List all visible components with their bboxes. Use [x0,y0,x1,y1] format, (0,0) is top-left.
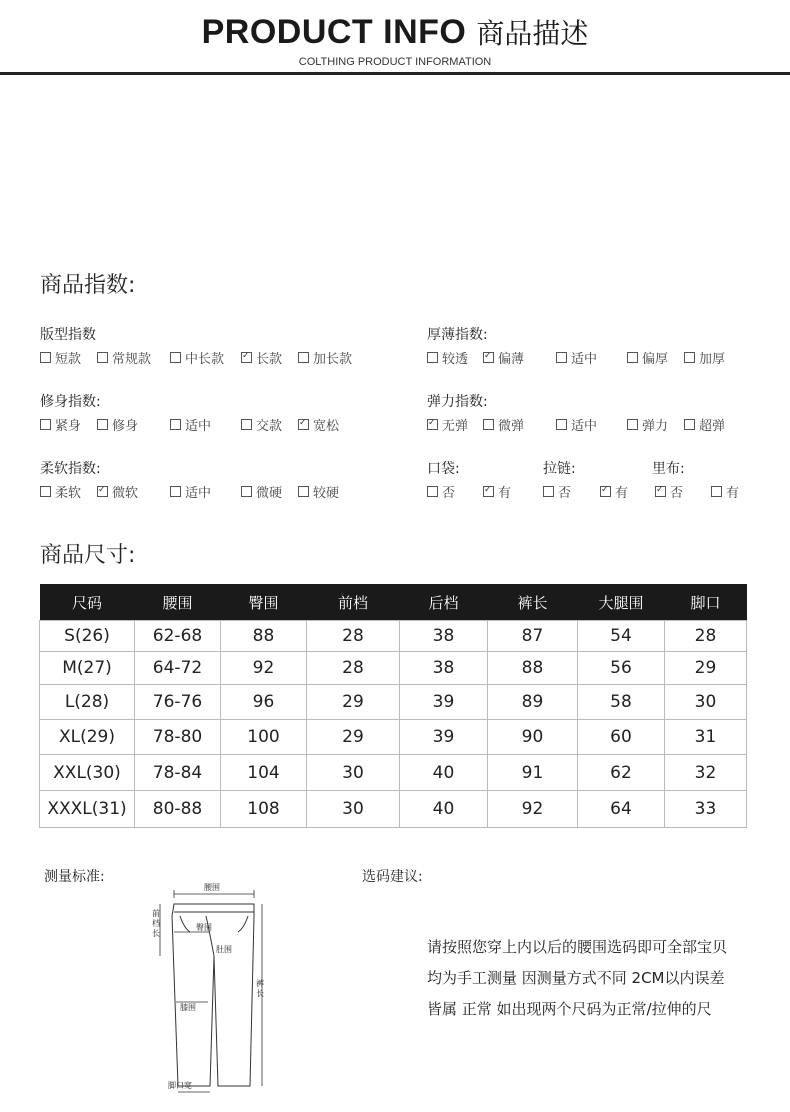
option-label: 适中 [185,419,212,434]
option-label: 常规款 [112,352,152,367]
column-header: 臀围 [221,584,307,621]
measurement-cell: 92 [221,652,307,685]
option-label: 偏厚 [642,352,669,367]
option-label: 微弹 [498,419,525,434]
option-label: 微软 [112,486,139,501]
measurement-cell: 80-88 [135,791,221,828]
measurement-cell: 60 [578,720,665,755]
measurement-cell: 29 [307,685,400,720]
measurement-cell: 62-68 [135,621,221,652]
option-label: 中长款 [185,352,225,367]
option-无弹 [427,415,468,434]
measurement-cell: 58 [578,685,665,720]
page-title [0,10,790,56]
advice-line: 请按照您穿上内以后的腰围选码即可全部宝贝 [427,938,728,956]
measurement-cell: 108 [221,791,307,828]
option-超弹 [684,415,725,434]
pocket-right-line [238,916,248,932]
table-row [40,720,747,755]
unchecked-box-icon [483,419,494,430]
pants-outline [172,904,254,1086]
measurement-cell: 40 [400,755,488,791]
length-label-1: 裤 [256,979,264,988]
unchecked-box-icon [684,352,695,363]
size-cell: L(28) [40,685,135,720]
size-cell: M(27) [40,652,135,685]
option-label: 有 [498,486,512,501]
lining-option-否 [655,482,683,501]
column-header: 尺码 [40,584,135,621]
measurement-cell: 78-80 [135,720,221,755]
measurement-cell: 64-72 [135,652,221,685]
measurement-cell: 31 [665,720,747,755]
option-适中 [556,415,597,434]
lining-label: 里布: [652,461,685,477]
measurement-cell: 100 [221,720,307,755]
option-row [0,415,790,435]
measurement-cell: 28 [307,621,400,652]
unchecked-box-icon [556,419,567,430]
measurement-cell: 39 [400,685,488,720]
measurement-cell: 38 [400,652,488,685]
zipper-label: 拉链: [543,461,576,477]
option-加厚 [684,348,725,367]
option-label: 有 [726,486,740,501]
unchecked-box-icon [627,419,638,430]
measurement-cell: 33 [665,791,747,828]
measurement-cell: 96 [221,685,307,720]
advice-label: 选码建议: [362,869,423,885]
measurement-cell: 54 [578,621,665,652]
option-label: 有 [615,486,629,501]
size-section-title: 商品尺寸: [40,543,136,568]
unchecked-box-icon [684,419,695,430]
option-row [0,348,790,368]
table-row [40,755,747,791]
measurement-cell: 88 [488,652,578,685]
option-label: 无弹 [442,419,469,434]
front-rise-curve [206,916,214,956]
table-row [40,621,747,652]
zipper-option-否 [543,482,571,501]
title-english: PRODUCT INFO [201,13,467,51]
measurement-cell: 78-84 [135,755,221,791]
front-rise-label-2: 档 [152,919,160,928]
measurement-cell: 30 [307,791,400,828]
option-label: 否 [558,486,572,501]
index-group-label: 弹力指数: [427,394,488,410]
size-cell: S(26) [40,621,135,652]
checked-box-icon [483,486,494,497]
advice-line: 皆属 正常 如出现两个尺码为正常/拉伸的尺 [427,1000,712,1018]
option-label: 紧身 [55,419,82,434]
option-label: 加长款 [313,352,353,367]
index-group-label: 柔软指数: [40,461,101,477]
option-偏厚 [627,348,668,367]
index-section-title: 商品指数: [40,273,136,298]
pants-measure-diagram [150,876,280,1098]
page-subtitle: COLTHING PRODUCT INFORMATION [298,56,492,68]
option-label: 柔软 [55,486,82,501]
column-header: 前档 [307,584,400,621]
option-适中 [556,348,597,367]
option-label: 长款 [256,352,283,367]
pocket-option-有 [483,482,511,501]
size-cell: XL(29) [40,720,135,755]
measurement-cell: 28 [665,621,747,652]
knee-label: 膝围 [180,1003,196,1012]
measurement-cell: 91 [488,755,578,791]
checked-box-icon [427,419,438,430]
option-较透 [427,348,468,367]
hem-label: 脚口宽 [168,1081,192,1090]
column-header: 脚口 [665,584,747,621]
measurement-cell: 76-76 [135,685,221,720]
measurement-cell: 30 [307,755,400,791]
option-label: 适中 [185,486,212,501]
pocket-left-line [180,916,190,932]
unchecked-box-icon [543,486,554,497]
column-header: 大腿围 [578,584,665,621]
waist-label: 腰围 [204,883,220,892]
measurement-cell: 32 [665,755,747,791]
length-label-2: 长 [256,989,264,998]
front-rise-label-3: 长 [152,929,160,938]
measurement-cell: 90 [488,720,578,755]
measurement-cell: 88 [221,621,307,652]
measurement-cell: 87 [488,621,578,652]
size-cell: XXL(30) [40,755,135,791]
option-label: 微硬 [256,486,283,501]
measurement-cell: 29 [665,652,747,685]
option-微弹 [483,415,524,434]
index-group-label: 厚薄指数: [427,327,488,343]
measurement-cell: 104 [221,755,307,791]
option-弹力 [627,415,668,434]
advice-text [427,932,727,1025]
size-table-header [40,584,747,621]
option-label: 修身 [112,419,139,434]
measurement-cell: 92 [488,791,578,828]
hip-label: 臀围 [196,923,212,932]
measurement-cell: 39 [400,720,488,755]
column-header: 腰围 [135,584,221,621]
measurement-cell: 56 [578,652,665,685]
option-label: 宽松 [313,419,340,434]
title-chinese: 商品描述 [476,17,589,50]
option-label: 交款 [256,419,283,434]
option-label: 超弹 [699,419,726,434]
unchecked-box-icon [711,486,722,497]
option-row [0,482,790,502]
front-rise-label-1: 前 [152,909,160,918]
checked-box-icon [483,352,494,363]
measurement-cell: 29 [307,720,400,755]
option-label: 较透 [442,352,469,367]
checked-box-icon [600,486,611,497]
unchecked-box-icon [427,486,438,497]
index-group-label: 版型指数 [40,327,96,343]
pocket-option-否 [427,482,455,501]
option-label: 适中 [571,352,598,367]
size-cell: XXXL(31) [40,791,135,828]
index-group-label: 修身指数: [40,394,101,410]
unchecked-box-icon [427,352,438,363]
measurement-cell: 64 [578,791,665,828]
option-label: 加厚 [699,352,726,367]
checked-box-icon [655,486,666,497]
table-row [40,685,747,720]
zipper-option-有 [600,482,628,501]
column-header: 裤长 [488,584,578,621]
measurement-cell: 30 [665,685,747,720]
pocket-label: 口袋: [427,461,460,477]
measurement-cell: 38 [400,621,488,652]
option-label: 偏薄 [498,352,525,367]
option-label: 否 [442,486,456,501]
measurement-cell: 28 [307,652,400,685]
header-divider [0,72,790,75]
table-row [40,652,747,685]
measure-label: 测量标准: [44,869,105,885]
option-label: 否 [670,486,684,501]
lining-option-有 [711,482,739,501]
option-label: 短款 [55,352,82,367]
column-header: 后档 [400,584,488,621]
option-label: 适中 [571,419,598,434]
table-row [40,791,747,828]
option-label: 弹力 [642,419,669,434]
thigh-label: 肚围 [216,945,232,954]
size-table [39,584,747,828]
unchecked-box-icon [627,352,638,363]
measurement-cell: 40 [400,791,488,828]
option-label: 较硬 [313,486,340,501]
unchecked-box-icon [556,352,567,363]
option-偏薄 [483,348,524,367]
advice-line: 均为手工测量 因测量方式不同 2CM以内误差 [427,969,725,987]
measurement-cell: 89 [488,685,578,720]
measurement-cell: 62 [578,755,665,791]
